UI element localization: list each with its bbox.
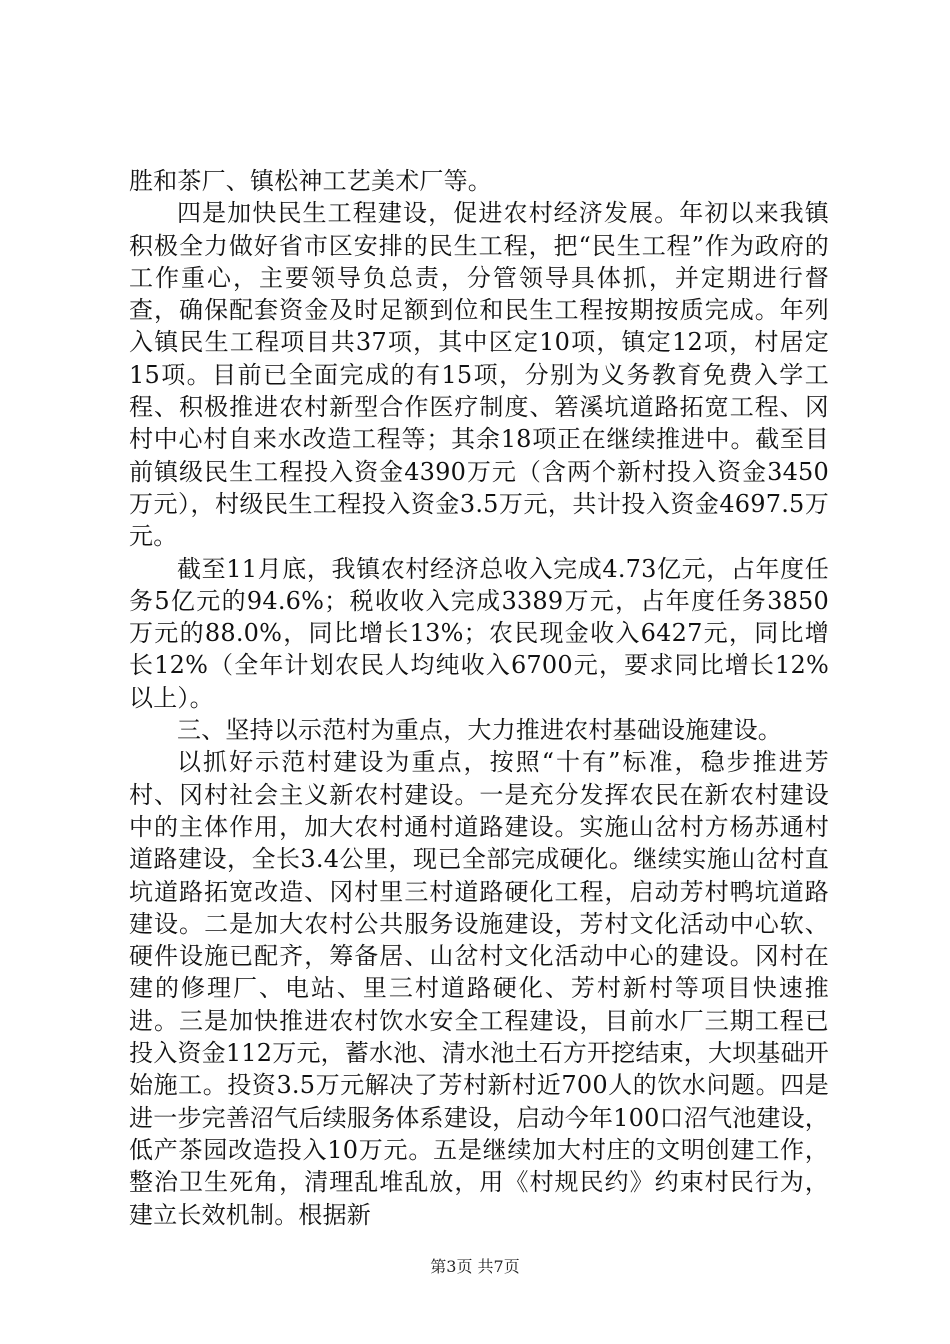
paragraph-economic-income: 截至11月底，我镇农村经济总收入完成4.73亿元，占年度任务5亿元的94.6%；税收收入完成3389万元，占年度任务3850万元的88.0%，同比增长13%；农民现金收入6427元，同比增长12%（全年计划农民人均纯收入6700元，要求同比增长12%以上）。 <box>129 554 829 712</box>
document-body <box>129 165 829 1231</box>
page-number-footer: 第3页 共7页 <box>430 1257 520 1276</box>
paragraph-livelihood-projects: 四是加快民生工程建设，促进农村经济发展。年初以来我镇积极全力做好省市区安排的民生工程，把“民生工程”作为政府的工作重心，主要领导负总责，分管领导具体抓，并定期进行督查，确保配套资金及时足额到位和民生工程按期按质完成。年列入镇民生工程项目共37项，其中区定10项，镇定12项，村居定15项。目前已全面完成的有15项，分别为义务教育免费入学工程、积极推进农村新型合作医疗制度、箬溪坑道路拓宽工程、冈村中心村自来水改造工程等；其余18项正在继续推进中。截至目前镇级民生工程投入资金4390万元（含两个新村投入资金3450万元），村级民生工程投入资金3.5万元，共计投入资金4697.5万元。 <box>129 199 829 551</box>
section-heading-infrastructure: 三、坚持以示范村为重点，大力推进农村基础设施建设。 <box>177 716 782 745</box>
paragraph-continuation: 胜和茶厂、镇松神工艺美术厂等。 <box>129 167 492 195</box>
paragraph-demonstration-village: 以抓好示范村建设为重点，按照“十有”标准，稳步推进芳村、冈村社会主义新农村建设。一是充分发挥农民在新农村建设中的主体作用，加大农村通村道路建设。实施山岔村方杨苏通村道路建设，全长3.4公里，现已全部完成硬化。继续实施山岔村直坑道路拓宽改造、冈村里三村道路硬化工程，启动芳村鸭坑道路建设。二是加大农村公共服务设施建设，芳村文化活动中心软、硬件设施已配齐，筹备居、山岔村文化活动中心的建设。冈村在建的修理厂、电站、里三村道路硬化、芳村新村等项目快速推进。三是加快推进农村饮水安全工程建设，目前水厂三期工程已投入资金112万元，蓄水池、清水池土石方开挖结束，大坝基础开始施工。投资3.5万元解决了芳村新村近700人的饮水问题。四是进一步完善沼气后续服务体系建设，启动今年100口沼气池建设，低产茶园改造投入10万元。五是继续加大村庄的文明创建工作，整治卫生死角，清理乱堆乱放，用《村规民约》约束村民行为，建立长效机制。根据新 <box>129 748 829 1229</box>
